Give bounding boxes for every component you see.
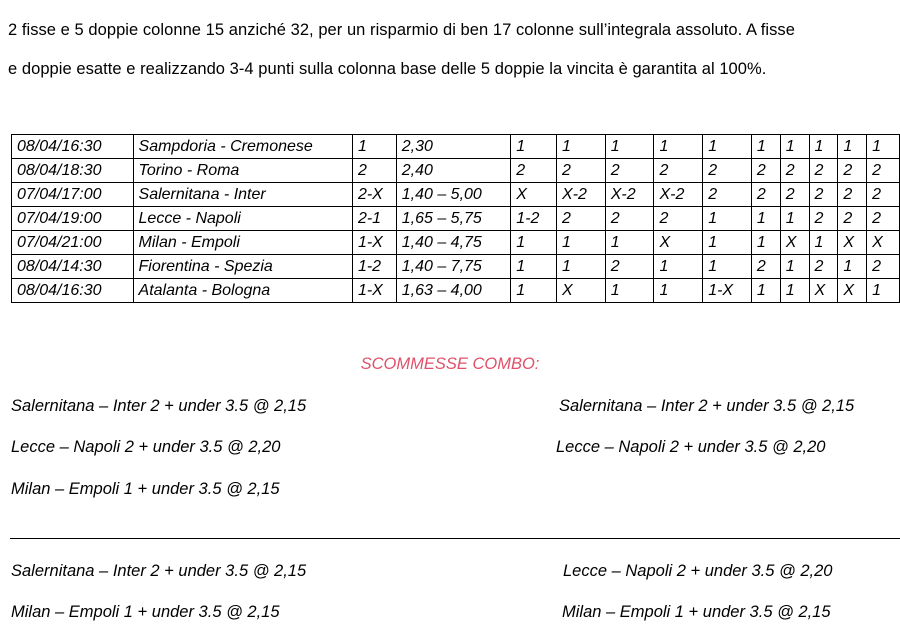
intro-line-1: 2 fisse e 5 doppie colonne 15 anziché 32, per un risparmio di ben 17 colonne sull’integrala assoluto. A fisse [8,21,795,39]
table-row [12,231,900,255]
column-7-cell: 1 [780,279,809,303]
combo-bottom-left-2: Milan – Empoli 1 + under 3.5 @ 2,15 [11,603,280,621]
column-4-cell: 1 [654,135,703,159]
table-row [12,183,900,207]
column-10-cell: 2 [867,183,900,207]
prediction-cell: 1-2 [352,255,396,279]
column-7-cell: X [780,231,809,255]
match-date-cell: 07/04/17:00 [12,183,134,207]
combo-left-3: Milan – Empoli 1 + under 3.5 @ 2,15 [11,480,280,498]
column-3-cell: 2 [605,159,654,183]
column-10-cell: 1 [867,279,900,303]
column-10-cell: 2 [867,159,900,183]
column-2-cell: X [557,279,606,303]
column-3-cell: 1 [605,279,654,303]
column-9-cell: 1 [838,255,867,279]
prediction-cell: 2 [352,159,396,183]
column-7-cell: 1 [780,207,809,231]
match-name-cell: Sampdoria - Cremonese [133,135,352,159]
match-name-cell: Lecce - Napoli [133,207,352,231]
column-10-cell: 2 [867,207,900,231]
match-date-cell: 08/04/16:30 [12,135,134,159]
column-8-cell: X [809,279,838,303]
column-9-cell: X [838,279,867,303]
column-2-cell: X-2 [557,183,606,207]
combo-bottom-left-1: Salernitana – Inter 2 + under 3.5 @ 2,15 [11,562,307,580]
table-row [12,207,900,231]
column-3-cell: 1 [605,135,654,159]
combo-left-2: Lecce – Napoli 2 + under 3.5 @ 2,20 [11,438,281,456]
column-4-cell: 2 [654,207,703,231]
bet-table [11,134,900,303]
prediction-cell: 2-1 [352,207,396,231]
column-7-cell: 2 [780,183,809,207]
column-5-cell: 1 [703,207,752,231]
column-4-cell: 1 [654,255,703,279]
odds-cell: 1,63 – 4,00 [396,279,511,303]
prediction-cell: 1-X [352,231,396,255]
column-3-cell: X-2 [605,183,654,207]
column-4-cell: X [654,231,703,255]
column-9-cell: 2 [838,183,867,207]
prediction-cell: 1-X [352,279,396,303]
odds-cell: 1,65 – 5,75 [396,207,511,231]
column-9-cell: 2 [838,207,867,231]
column-5-cell: 2 [703,183,752,207]
column-7-cell: 1 [780,135,809,159]
column-5-cell: 2 [703,159,752,183]
column-6-cell: 2 [751,255,780,279]
column-10-cell: 1 [867,135,900,159]
column-2-cell: 2 [557,207,606,231]
column-1-cell: 1 [511,231,557,255]
column-2-cell: 1 [557,255,606,279]
column-1-cell: 1-2 [511,207,557,231]
odds-cell: 1,40 – 4,75 [396,231,511,255]
match-date-cell: 07/04/19:00 [12,207,134,231]
column-7-cell: 2 [780,159,809,183]
table-row [12,255,900,279]
column-3-cell: 2 [605,207,654,231]
column-4-cell: 2 [654,159,703,183]
column-4-cell: 1 [654,279,703,303]
column-9-cell: X [838,231,867,255]
odds-cell: 2,30 [396,135,511,159]
column-1-cell: X [511,183,557,207]
combo-bottom-right-1: Lecce – Napoli 2 + under 3.5 @ 2,20 [563,562,833,580]
column-2-cell: 2 [557,159,606,183]
column-5-cell: 1 [703,231,752,255]
intro-line-2: e doppie esatte e realizzando 3-4 punti sulla colonna base delle 5 doppie la vincita è garantita al 100%. [8,60,767,78]
column-6-cell: 2 [751,159,780,183]
match-name-cell: Salernitana - Inter [133,183,352,207]
match-name-cell: Torino - Roma [133,159,352,183]
table-row [12,279,900,303]
column-4-cell: X-2 [654,183,703,207]
match-name-cell: Atalanta - Bologna [133,279,352,303]
column-9-cell: 2 [838,159,867,183]
column-10-cell: 2 [867,255,900,279]
column-1-cell: 2 [511,159,557,183]
column-2-cell: 1 [557,231,606,255]
column-2-cell: 1 [557,135,606,159]
column-6-cell: 1 [751,135,780,159]
combo-title: SCOMMESSE COMBO: [360,355,540,373]
combo-right-1: Salernitana – Inter 2 + under 3.5 @ 2,15 [559,397,855,415]
match-date-cell: 08/04/14:30 [12,255,134,279]
column-3-cell: 1 [605,231,654,255]
match-date-cell: 07/04/21:00 [12,231,134,255]
column-6-cell: 1 [751,231,780,255]
column-5-cell: 1-X [703,279,752,303]
combo-bottom-right-2: Milan – Empoli 1 + under 3.5 @ 2,15 [562,603,831,621]
match-name-cell: Fiorentina - Spezia [133,255,352,279]
column-6-cell: 1 [751,279,780,303]
column-8-cell: 1 [809,231,838,255]
column-8-cell: 2 [809,159,838,183]
column-8-cell: 2 [809,255,838,279]
match-name-cell: Milan - Empoli [133,231,352,255]
combo-right-2: Lecce – Napoli 2 + under 3.5 @ 2,20 [556,438,826,456]
prediction-cell: 1 [352,135,396,159]
column-5-cell: 1 [703,135,752,159]
column-3-cell: 2 [605,255,654,279]
table-row [12,159,900,183]
column-8-cell: 1 [809,135,838,159]
column-1-cell: 1 [511,279,557,303]
odds-cell: 2,40 [396,159,511,183]
column-1-cell: 1 [511,255,557,279]
table-row [12,135,900,159]
prediction-cell: 2-X [352,183,396,207]
intro-paragraph [8,11,892,89]
column-6-cell: 1 [751,207,780,231]
column-8-cell: 2 [809,207,838,231]
odds-cell: 1,40 – 5,00 [396,183,511,207]
column-10-cell: X [867,231,900,255]
combo-left-1: Salernitana – Inter 2 + under 3.5 @ 2,15 [11,397,307,415]
match-date-cell: 08/04/16:30 [12,279,134,303]
odds-cell: 1,40 – 7,75 [396,255,511,279]
column-8-cell: 2 [809,183,838,207]
column-7-cell: 1 [780,255,809,279]
match-date-cell: 08/04/18:30 [12,159,134,183]
section-divider [10,538,900,539]
column-5-cell: 1 [703,255,752,279]
column-1-cell: 1 [511,135,557,159]
column-9-cell: 1 [838,135,867,159]
column-6-cell: 2 [751,183,780,207]
